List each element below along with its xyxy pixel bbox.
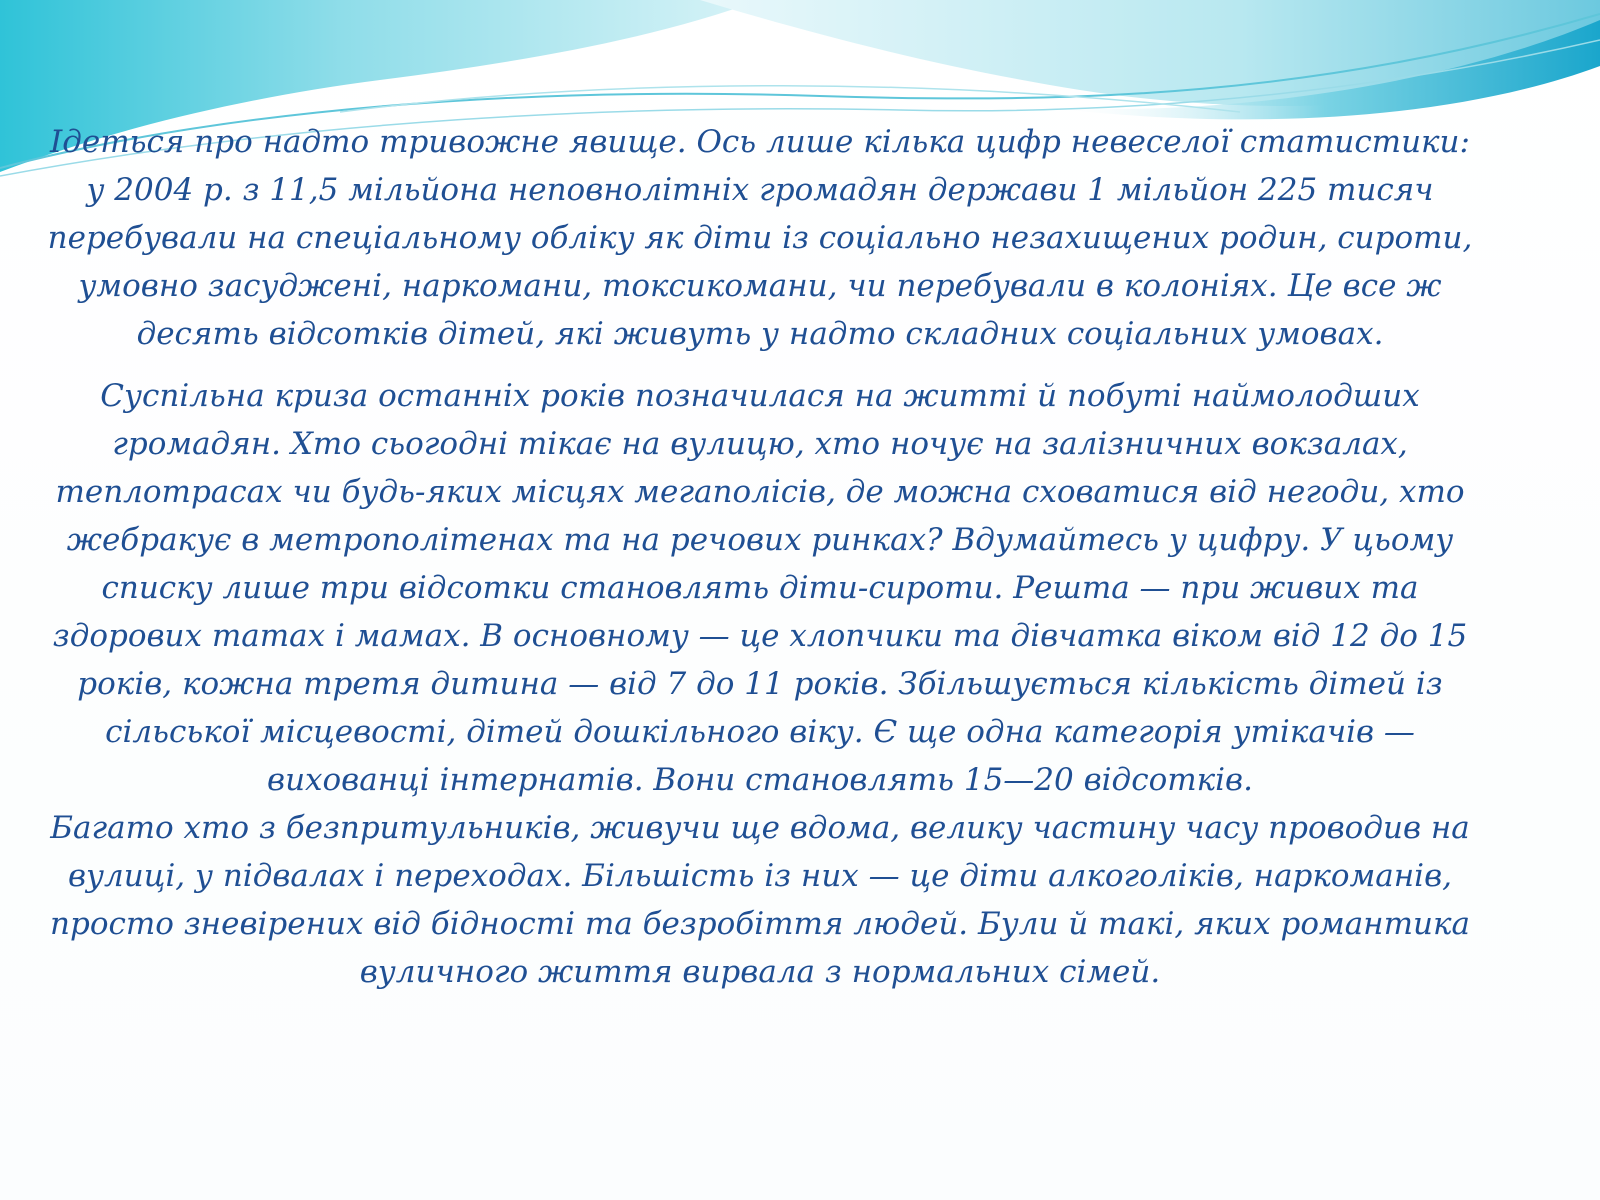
paragraph-causes: Багато хто з безпритульників, живучи ще вдома, велику частину часу проводив на вулиці, у підвалах і переходах. Більшість із них — це діти алкоголіків, наркоманів, просто зневірених від бідності та безробіття людей. Були й такі, яких романтика вуличного життя вирвала з нормальних сімей.: [50, 810, 1470, 990]
paragraph-crisis: Суспільна криза останніх років позначилася на житті й побуті наймолодших громадян. Хто сьогодні тікає на вулицю, хто ночує на залізничних вокзалах, теплотрасах чи будь-яких місцях мегаполісів, де можна сховатися від негоди, хто жебракує в метрополітенах та на речових ринках? Вдумайтесь у цифру. У цьому списку лише три відсотки становлять діти-сироти. Решта — при живих та здорових татах і мамах. В основному — це хлопчики та дівчатка віком від 12 до 15 років, кожна третя дитина — від 7 до 11 років. Збільшується кількість дітей із сільської місцевості, дітей дошкільного віку. Є ще одна категорія утікачів — вихованці інтернатів. Вони становлять 15—20 відсотків.: [52, 378, 1468, 798]
slide-body-text: [40, 118, 1480, 996]
paragraph-statistics: Ідеться про надто тривожне явище. Ось лише кілька цифр невеселої статистики: у 2004 р. з 11,5 мільйона неповнолітніх громадян держави 1 мільйон 225 тисяч перебували на спеціальному обліку як діти із соціально незахищених родин, сироти, умовно засуджені, наркомани, токсикомани, чи перебували в колоніях. Це все ж десять відсотків дітей, які живуть у надто складних соціальних умовах.: [47, 124, 1473, 352]
